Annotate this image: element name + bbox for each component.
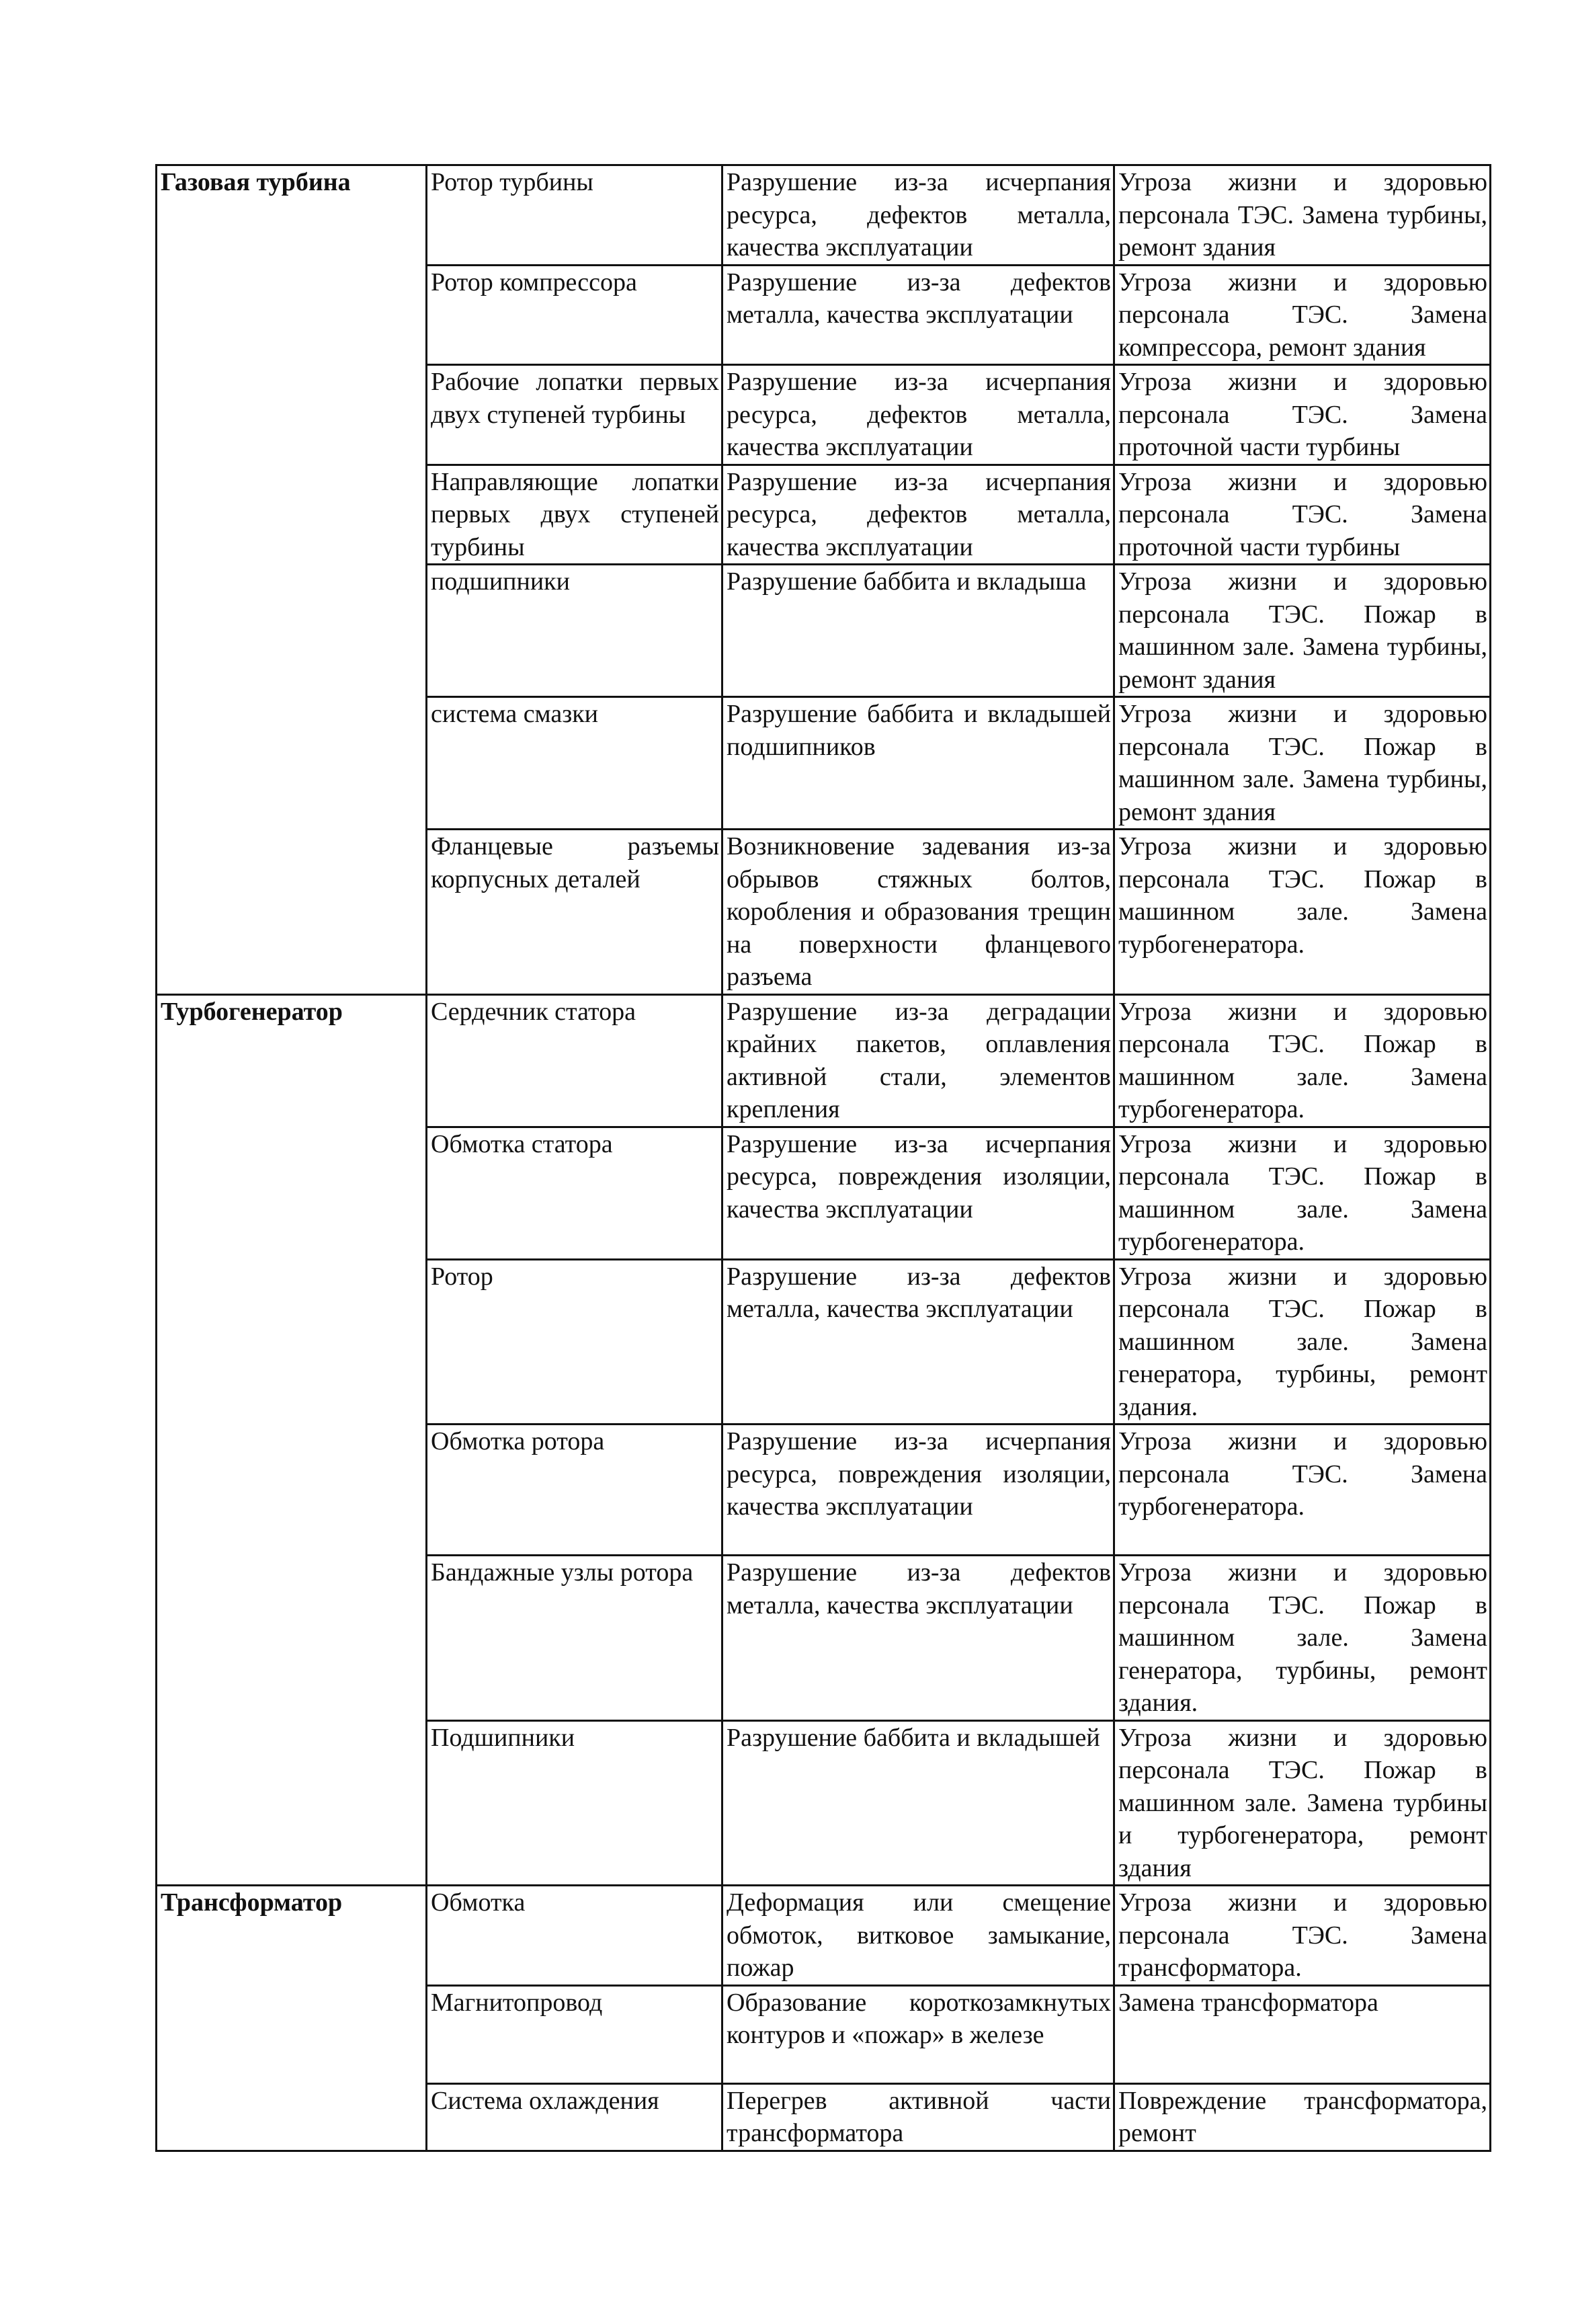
- equipment-name: Трансформатор: [157, 1886, 427, 2151]
- element-cell: Направляющие лопатки первых двух ступеней турбины: [427, 465, 722, 565]
- element-cell: Обмотка статора: [427, 1127, 722, 1259]
- consequence-cell: Угроза жизни и здоровью персонала ТЭС. Пожар в машинном зале. Замена генератора, турбины, ремонт здания.: [1114, 1556, 1491, 1721]
- element-cell: Система охлаждения: [427, 2083, 722, 2151]
- cause-cell: Разрушение из-за исчерпания ресурса, повреждения изоляции, качества эксплуатации: [722, 1127, 1114, 1259]
- cause-cell: Разрушение из-за дефектов металла, качества эксплуатации: [722, 1556, 1114, 1721]
- cause-cell: Разрушение баббита и вкладышей подшипников: [722, 697, 1114, 830]
- consequence-cell: Угроза жизни и здоровью персонала ТЭС. Замена проточной части турбины: [1114, 365, 1491, 465]
- cause-cell: Разрушение из-за исчерпания ресурса, дефектов металла, качества эксплуатации: [722, 465, 1114, 565]
- consequence-cell: Угроза жизни и здоровью персонала ТЭС. Замена турбины, ремонт здания: [1114, 165, 1491, 266]
- element-cell: система смазки: [427, 697, 722, 830]
- consequence-cell: Замена трансформатора: [1114, 1985, 1491, 2083]
- consequence-cell: Угроза жизни и здоровью персонала ТЭС. Пожар в машинном зале. Замена турбогенератора.: [1114, 1127, 1491, 1259]
- cause-cell: Перегрев активной части трансформатора: [722, 2083, 1114, 2151]
- element-cell: Ротор турбины: [427, 165, 722, 266]
- consequence-cell: Угроза жизни и здоровью персонала ТЭС. Замена компрессора, ремонт здания: [1114, 265, 1491, 365]
- consequence-cell: Угроза жизни и здоровью персонала ТЭС. Замена проточной части турбины: [1114, 465, 1491, 565]
- element-cell: Ротор компрессора: [427, 265, 722, 365]
- element-cell: подшипники: [427, 565, 722, 697]
- consequence-cell: Угроза жизни и здоровью персонала ТЭС. Замена трансформатора.: [1114, 1886, 1491, 1986]
- equipment-name: Газовая турбина: [157, 165, 427, 995]
- consequence-cell: Угроза жизни и здоровью персонала ТЭС. Пожар в машинном зале. Замена турбины и турбогенератора, ремонт здания: [1114, 1720, 1491, 1886]
- element-cell: Ротор: [427, 1259, 722, 1425]
- consequence-cell: Угроза жизни и здоровью персонала ТЭС. Пожар в машинном зале. Замена турбогенератора.: [1114, 994, 1491, 1127]
- consequence-cell: Угроза жизни и здоровью персонала ТЭС. Пожар в машинном зале. Замена турбины, ремонт здания: [1114, 697, 1491, 830]
- cause-cell: Разрушение из-за деградации крайних пакетов, оплавления активной стали, элементов крепления: [722, 994, 1114, 1127]
- table-row: [157, 1886, 1491, 1986]
- element-cell: Сердечник статора: [427, 994, 722, 1127]
- element-cell: Фланцевые разъемы корпусных деталей: [427, 830, 722, 995]
- cause-cell: Образование короткозамкнутых контуров и «пожар» в железе: [722, 1985, 1114, 2083]
- element-cell: Обмотка ротора: [427, 1425, 722, 1556]
- consequence-cell: Угроза жизни и здоровью персонала ТЭС. Пожар в машинном зале. Замена турбогенератора.: [1114, 830, 1491, 995]
- cause-cell: Деформация или смещение обмоток, витковое замыкание, пожар: [722, 1886, 1114, 1986]
- cause-cell: Разрушение из-за исчерпания ресурса, повреждения изоляции, качества эксплуатации: [722, 1425, 1114, 1556]
- element-cell: Подшипники: [427, 1720, 722, 1886]
- table-row: [157, 994, 1491, 1127]
- cause-cell: Разрушение из-за дефектов металла, качества эксплуатации: [722, 1259, 1114, 1425]
- element-cell: Рабочие лопатки первых двух ступеней турбины: [427, 365, 722, 465]
- consequence-cell: Повреждение трансформатора, ремонт: [1114, 2083, 1491, 2151]
- equipment-name: Турбогенератор: [157, 994, 427, 1886]
- element-cell: Магнитопровод: [427, 1985, 722, 2083]
- cause-cell: Разрушение из-за исчерпания ресурса, дефектов металла, качества эксплуатации: [722, 365, 1114, 465]
- cause-cell: Разрушение из-за исчерпания ресурса, дефектов металла, качества эксплуатации: [722, 165, 1114, 266]
- table-row: [157, 165, 1491, 266]
- consequence-cell: Угроза жизни и здоровью персонала ТЭС. Пожар в машинном зале. Замена турбины, ремонт здания: [1114, 565, 1491, 697]
- cause-cell: Разрушение баббита и вкладышей: [722, 1720, 1114, 1886]
- failure-table: [155, 164, 1491, 2152]
- cause-cell: Разрушение баббита и вкладыша: [722, 565, 1114, 697]
- element-cell: Обмотка: [427, 1886, 722, 1986]
- consequence-cell: Угроза жизни и здоровью персонала ТЭС. Замена турбогенератора.: [1114, 1425, 1491, 1556]
- consequence-cell: Угроза жизни и здоровью персонала ТЭС. Пожар в машинном зале. Замена генератора, турбины, ремонт здания.: [1114, 1259, 1491, 1425]
- element-cell: Бандажные узлы ротора: [427, 1556, 722, 1721]
- cause-cell: Возникновение задевания из-за обрывов стяжных болтов, коробления и образования трещин на поверхности фланцевого разъема: [722, 830, 1114, 995]
- cause-cell: Разрушение из-за дефектов металла, качества эксплуатации: [722, 265, 1114, 365]
